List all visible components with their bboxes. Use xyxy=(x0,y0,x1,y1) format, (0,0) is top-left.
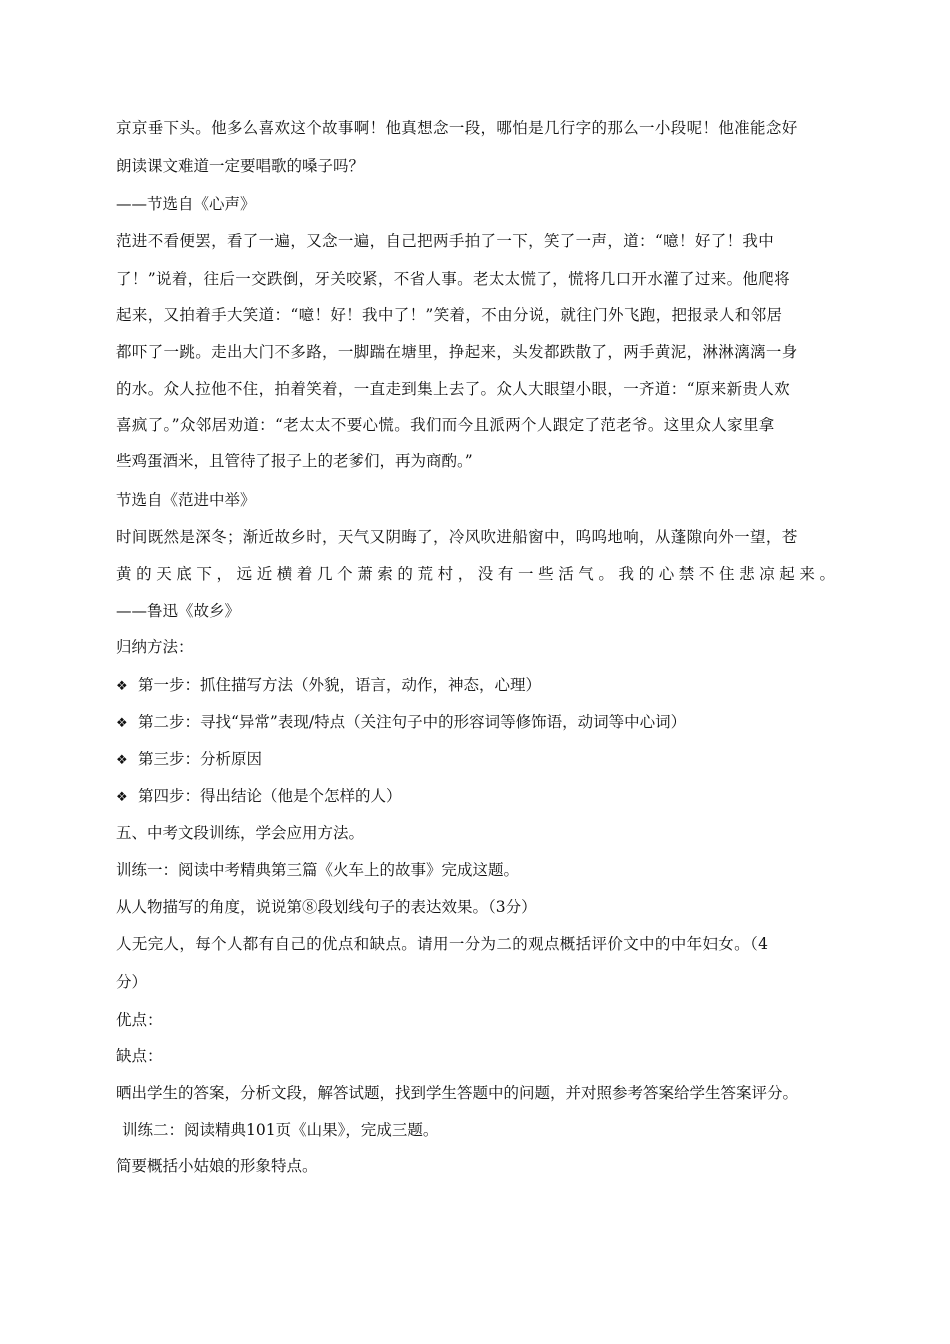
diamond-bullet-icon: ❖ xyxy=(116,679,128,694)
exercise-1-heading: 训练一：阅读中考精典第三篇《火车上的故事》完成这题。 xyxy=(116,861,520,879)
teaching-note: 晒出学生的答案，分析文段，解答试题，找到学生答题中的问题，并对照参考答案给学生答案评分。 xyxy=(116,1084,799,1102)
text-line-5: 了！”说着，往后一交跌倒，牙关咬紧，不省人事。老太太慌了，慌将几口开水灌了过来。他爬将 xyxy=(116,270,790,288)
exercise-2-question-1: 简要概括小姑娘的形象特点。 xyxy=(116,1157,318,1175)
text-line-12: 时间既然是深冬；渐近故乡时，天气又阴晦了，冷风吹进船窗中，呜呜地响，从蓬隙向外一望，苍 xyxy=(116,528,798,546)
exercise-1-question-1: 从人物描写的角度，说说第⑧段划线句子的表达效果。（3分） xyxy=(116,898,537,916)
exercise-1-question-2-cont: 分） xyxy=(116,973,148,991)
step-4 xyxy=(116,786,846,808)
source-fanjin: 节选自《范进中举》 xyxy=(116,491,256,509)
label-weaknesses: 缺点： xyxy=(116,1047,163,1065)
step-1 xyxy=(116,675,846,697)
step-1-text: 第一步：抓住描写方法（外貌，语言，动作，神态，心理） xyxy=(138,676,542,694)
text-line-1: 京京垂下头。他多么喜欢这个故事啊！他真想念一段，哪怕是几行字的那么一小段呢！他准能念好 xyxy=(116,119,798,137)
text-line-10: 些鸡蛋酒米，且管待了报子上的老爹们，再为商酌。” xyxy=(116,452,473,470)
text-line-2: 朗读课文难道一定要唱歌的嗓子吗？ xyxy=(116,157,365,175)
step-3 xyxy=(116,749,846,771)
source-xinsheng: ——节选自《心声》 xyxy=(116,195,256,213)
diamond-bullet-icon: ❖ xyxy=(116,790,128,805)
text-line-8: 的水。众人拉他不住，拍着笑着，一直走到集上去了。众人大眼望小眼，一齐道：“原来新贵人欢 xyxy=(116,380,790,398)
label-strengths: 优点： xyxy=(116,1011,163,1029)
text-line-9: 喜疯了。”众邻居劝道：“老太太不要心慌。我们而今且派两个人跟定了范老爷。这里众人家里拿 xyxy=(116,416,775,434)
text-line-13: 黄的天底下，远近横着几个萧索的荒村，没有一些活气。我的心禁不住悲凉起来。 xyxy=(116,565,840,583)
text-line-6: 起来，又拍着手大笑道：“噫！好！我中了！”笑着，不由分说，就往门外飞跑，把报录人和邻居 xyxy=(116,306,783,324)
step-2-text: 第二步：寻找“异常”表现/特点（关注句子中的形容词等修饰语，动词等中心词） xyxy=(138,713,687,731)
exercise-2-heading: 训练二：阅读精典101页《山果》，完成三题。 xyxy=(122,1121,439,1139)
section-heading-five: 五、中考文段训练，学会应用方法。 xyxy=(116,824,365,842)
diamond-bullet-icon: ❖ xyxy=(116,716,128,731)
source-guxiang: ——鲁迅《故乡》 xyxy=(116,602,241,620)
step-3-text: 第三步：分析原因 xyxy=(138,750,263,768)
step-4-text: 第四步：得出结论（他是个怎样的人） xyxy=(138,787,402,805)
step-2 xyxy=(116,712,846,734)
text-line-7: 都吓了一跳。走出大门不多路，一脚踹在塘里，挣起来，头发都跌散了，两手黄泥，淋淋漓漓一身 xyxy=(116,343,798,361)
text-line-4: 范进不看便罢，看了一遍，又念一遍，自己把两手拍了一下，笑了一声，道：“噫！好了！我中 xyxy=(116,232,775,250)
section-heading-method: 归纳方法： xyxy=(116,638,194,656)
exercise-1-question-2: 人无完人，每个人都有自己的优点和缺点。请用一分为二的观点概括评价文中的中年妇女。（4 xyxy=(116,935,769,953)
diamond-bullet-icon: ❖ xyxy=(116,753,128,768)
